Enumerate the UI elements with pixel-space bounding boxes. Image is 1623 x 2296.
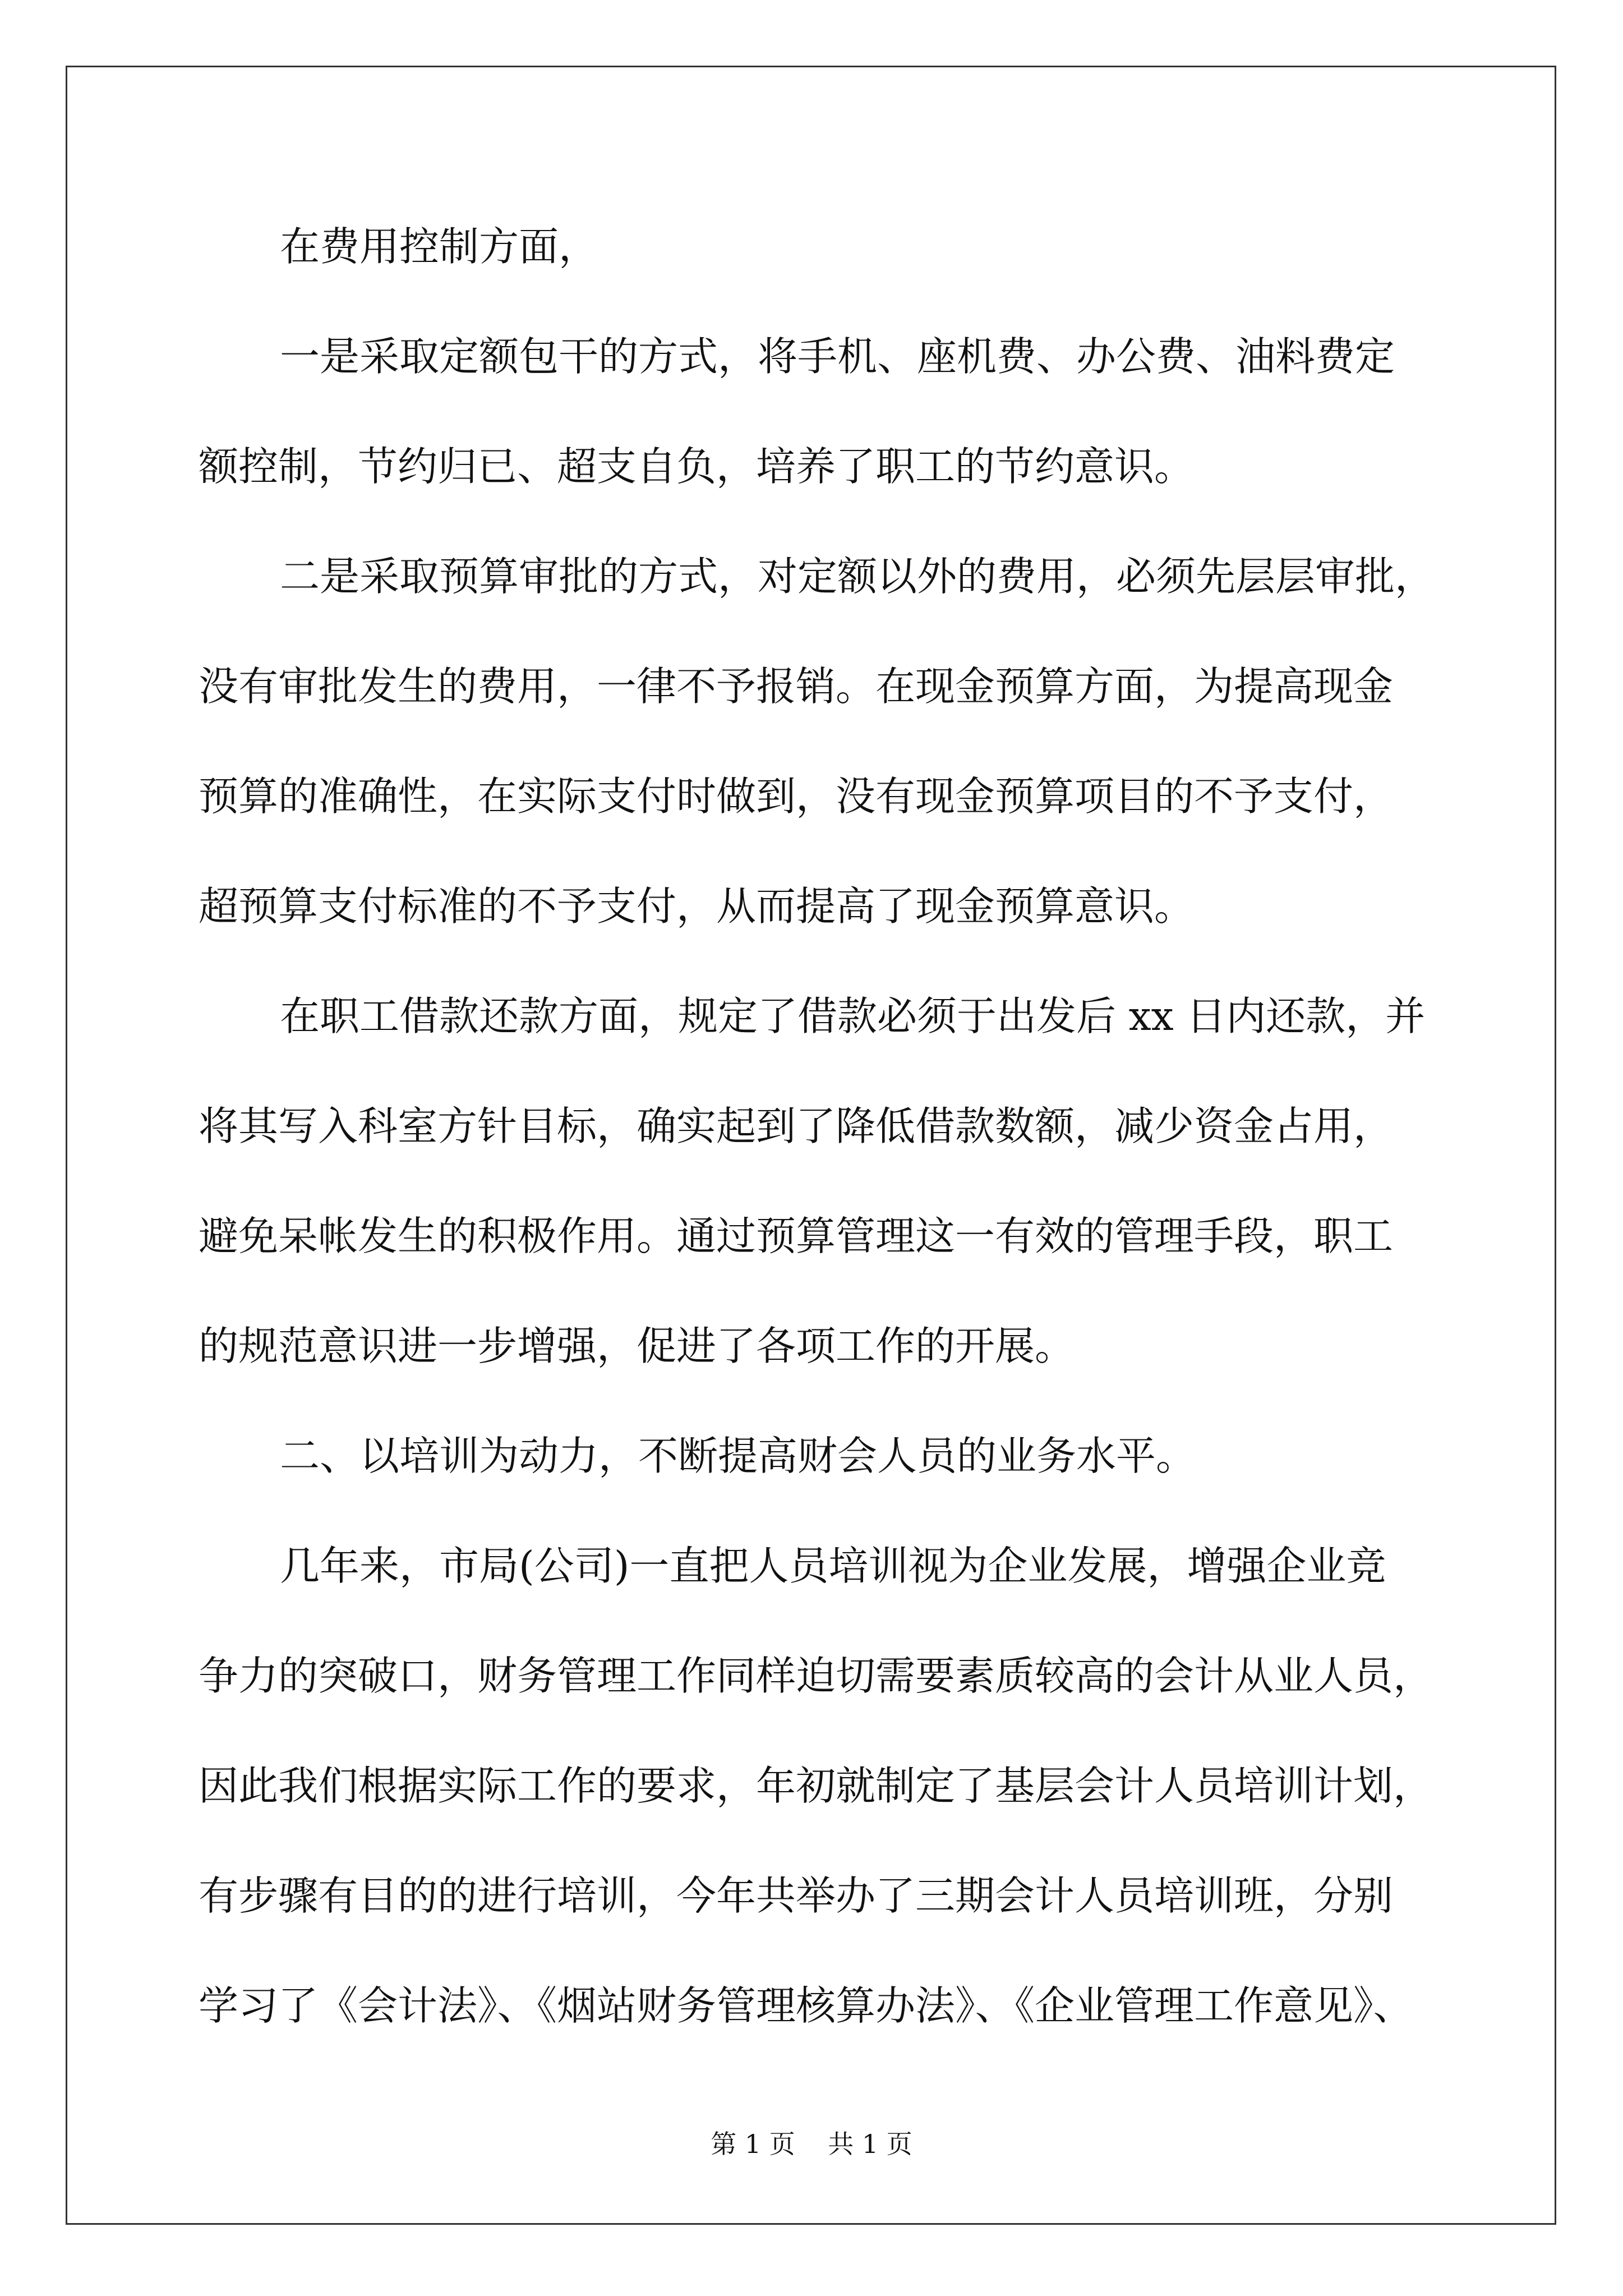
paragraph-line: 没有审批发生的费用，一律不予报销。在现金预算方面，为提高现金 — [199, 663, 1394, 710]
document-body — [199, 210, 1435, 2079]
paragraph-line: 的规范意识进一步增强，促进了各项工作的开展。 — [199, 1323, 1075, 1369]
paragraph-line: 二是采取预算审批的方式，对定额以外的费用，必须先层层审批， — [280, 553, 1435, 600]
paragraph-line: 有步骤有目的的进行培训，今年共举办了三期会计人员培训班，分别 — [199, 1872, 1394, 1919]
paragraph-line: 在职工借款还款方面，规定了借款必须于出发后 xx 日内还款，并 — [280, 993, 1426, 1039]
paragraph-line: 在费用控制方面， — [280, 223, 599, 270]
paragraph-line: 学习了《会计法》、《烟站财务管理核算办法》、《企业管理工作意见》、 — [199, 1982, 1413, 2029]
paragraph-line: 避免呆帐发生的积极作用。通过预算管理这一有效的管理手段，职工 — [199, 1213, 1394, 1259]
paragraph-line: 超预算支付标准的不予支付，从而提高了现金预算意识。 — [199, 883, 1195, 930]
paragraph-line: 一是采取定额包干的方式，将手机、座机费、办公费、油料费定 — [280, 333, 1395, 380]
paragraph-line: 争力的突破口，财务管理工作同样迫切需要素质较高的会计从业人员， — [199, 1653, 1433, 1699]
section-heading: 二、以培训为动力，不断提高财会人员的业务水平。 — [280, 1433, 1196, 1479]
paragraph-line: 几年来，市局(公司)一直把人员培训视为企业发展，增强企业竞 — [280, 1543, 1386, 1589]
page-number-footer: 第 1 页 共 1 页 — [711, 2129, 912, 2159]
paragraph-line: 预算的准确性，在实际支付时做到，没有现金预算项目的不予支付， — [199, 773, 1394, 820]
paragraph-line: 额控制，节约归已、超支自负，培养了职工的节约意识。 — [199, 443, 1195, 490]
paragraph-line: 因此我们根据实际工作的要求，年初就制定了基层会计人员培训计划， — [199, 1763, 1433, 1809]
paragraph-line: 将其写入科室方针目标，确实起到了降低借款数额，减少资金占用， — [199, 1103, 1394, 1149]
